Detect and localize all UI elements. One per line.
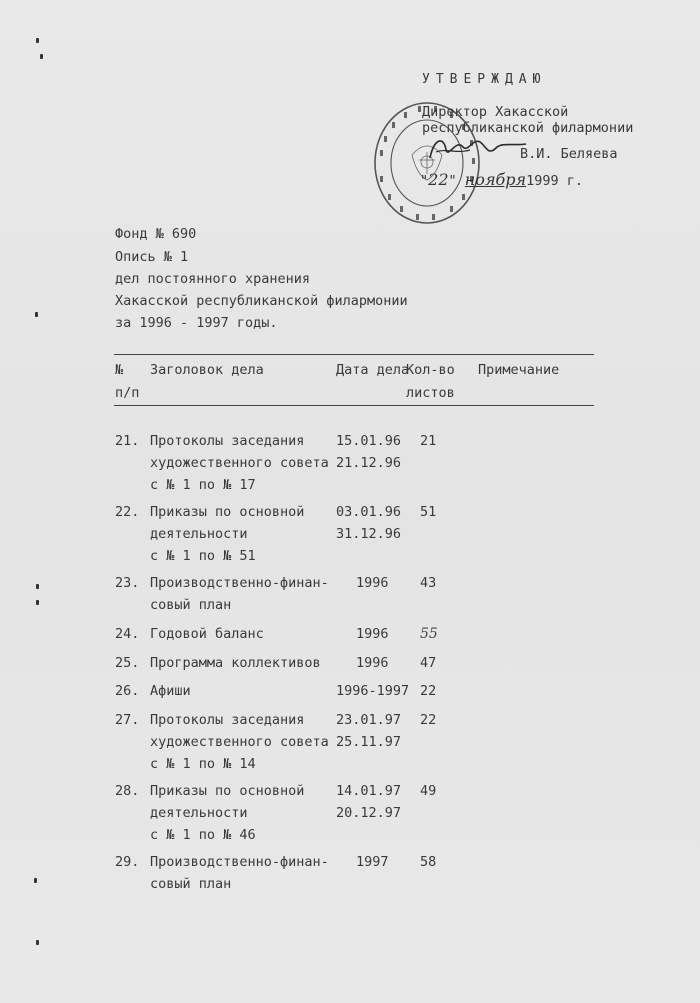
row-date: 15.01.96	[336, 433, 402, 449]
col-header-sheets-1: Кол-во	[406, 362, 455, 378]
date-month: ноября	[464, 170, 527, 189]
row-title-line: художественного совета	[150, 734, 329, 750]
row-title-line: с № 1 по № 46	[150, 827, 256, 843]
approval-title: УТВЕРЖДАЮ	[422, 72, 547, 87]
header-line-5: за 1996 - 1997 годы.	[115, 315, 278, 331]
header-line-3: дел постоянного хранения	[115, 271, 311, 287]
approval-position-line2: республиканской филармонии	[422, 120, 634, 136]
table-top-rule	[114, 354, 594, 355]
col-header-num-2: п/п	[115, 385, 140, 401]
row-number: 23.	[115, 575, 140, 591]
row-sheet-count: 55	[420, 626, 438, 642]
row-date: 1996	[356, 626, 389, 642]
row-title-line: Приказы по основной	[150, 504, 305, 520]
row-title-line: деятельности	[150, 805, 248, 821]
row-number: 25.	[115, 655, 140, 671]
approval-date	[420, 170, 583, 189]
row-date: 03.01.96	[336, 504, 402, 520]
row-title-line: Программа коллективов	[150, 655, 321, 671]
row-sheet-count: 22	[420, 712, 437, 728]
date-day: 22	[428, 170, 449, 189]
row-number: 28.	[115, 783, 140, 799]
row-title-line: Приказы по основной	[150, 783, 305, 799]
row-title-line: с № 1 по № 14	[150, 756, 256, 772]
row-title-line: Годовой баланс	[150, 626, 264, 642]
row-title-line: с № 1 по № 51	[150, 548, 256, 564]
row-date: 25.11.97	[336, 734, 402, 750]
header-line-4: Хакасской республиканской филармонии	[115, 293, 408, 309]
row-sheet-count: 58	[420, 854, 437, 870]
row-sheet-count: 22	[420, 683, 437, 699]
row-sheet-count: 43	[420, 575, 437, 591]
scan-mark	[36, 38, 39, 43]
row-number: 29.	[115, 854, 140, 870]
row-title-line: Афиши	[150, 683, 191, 699]
row-number: 22.	[115, 504, 140, 520]
row-date: 20.12.97	[336, 805, 402, 821]
approval-signatory-name: В.И. Беляева	[520, 146, 618, 162]
row-sheet-count: 21	[420, 433, 437, 449]
row-date: 14.01.97	[336, 783, 402, 799]
row-title-line: Протоколы заседания	[150, 433, 305, 449]
row-title-line: деятельности	[150, 526, 248, 542]
row-date: 21.12.96	[336, 455, 402, 471]
fond-number: Фонд № 690	[115, 226, 197, 242]
col-header-note: Примечание	[478, 362, 560, 378]
row-date: 1996-1997	[336, 683, 410, 699]
scan-mark	[36, 940, 39, 945]
row-sheet-count: 49	[420, 783, 437, 799]
col-header-title: Заголовок дела	[150, 362, 264, 378]
row-sheet-count: 51	[420, 504, 437, 520]
scan-mark	[40, 54, 43, 59]
row-title-line: Протоколы заседания	[150, 712, 305, 728]
col-header-sheets-2: листов	[406, 385, 455, 401]
row-date: 1996	[356, 575, 389, 591]
row-date: 23.01.97	[336, 712, 402, 728]
row-title-line: художественного совета	[150, 455, 329, 471]
scan-mark	[35, 312, 38, 317]
row-date: 31.12.96	[336, 526, 402, 542]
date-quote-open: "	[420, 173, 429, 189]
table-header-rule	[114, 405, 594, 406]
row-title-line: Производственно-финан-	[150, 575, 329, 591]
col-header-num-1: №	[115, 362, 124, 378]
row-number: 21.	[115, 433, 140, 449]
row-title-line: совый план	[150, 876, 232, 892]
row-number: 27.	[115, 712, 140, 728]
row-number: 24.	[115, 626, 140, 642]
row-title-line: Производственно-финан-	[150, 854, 329, 870]
date-quote-close: "	[448, 173, 465, 189]
row-title-line: совый план	[150, 597, 232, 613]
col-header-date: Дата дела	[336, 362, 410, 378]
scan-mark	[36, 584, 39, 589]
opis-number: Опись № 1	[115, 249, 189, 265]
scan-mark	[34, 878, 37, 883]
scan-mark	[36, 600, 39, 605]
row-date: 1996	[356, 655, 389, 671]
row-title-line: с № 1 по № 17	[150, 477, 256, 493]
row-number: 26.	[115, 683, 140, 699]
row-date: 1997	[356, 854, 389, 870]
approval-position-line1: Директор Хакасской	[422, 104, 569, 120]
handwritten-signature	[422, 128, 532, 168]
row-sheet-count: 47	[420, 655, 437, 671]
date-year: 1999 г.	[526, 173, 584, 189]
